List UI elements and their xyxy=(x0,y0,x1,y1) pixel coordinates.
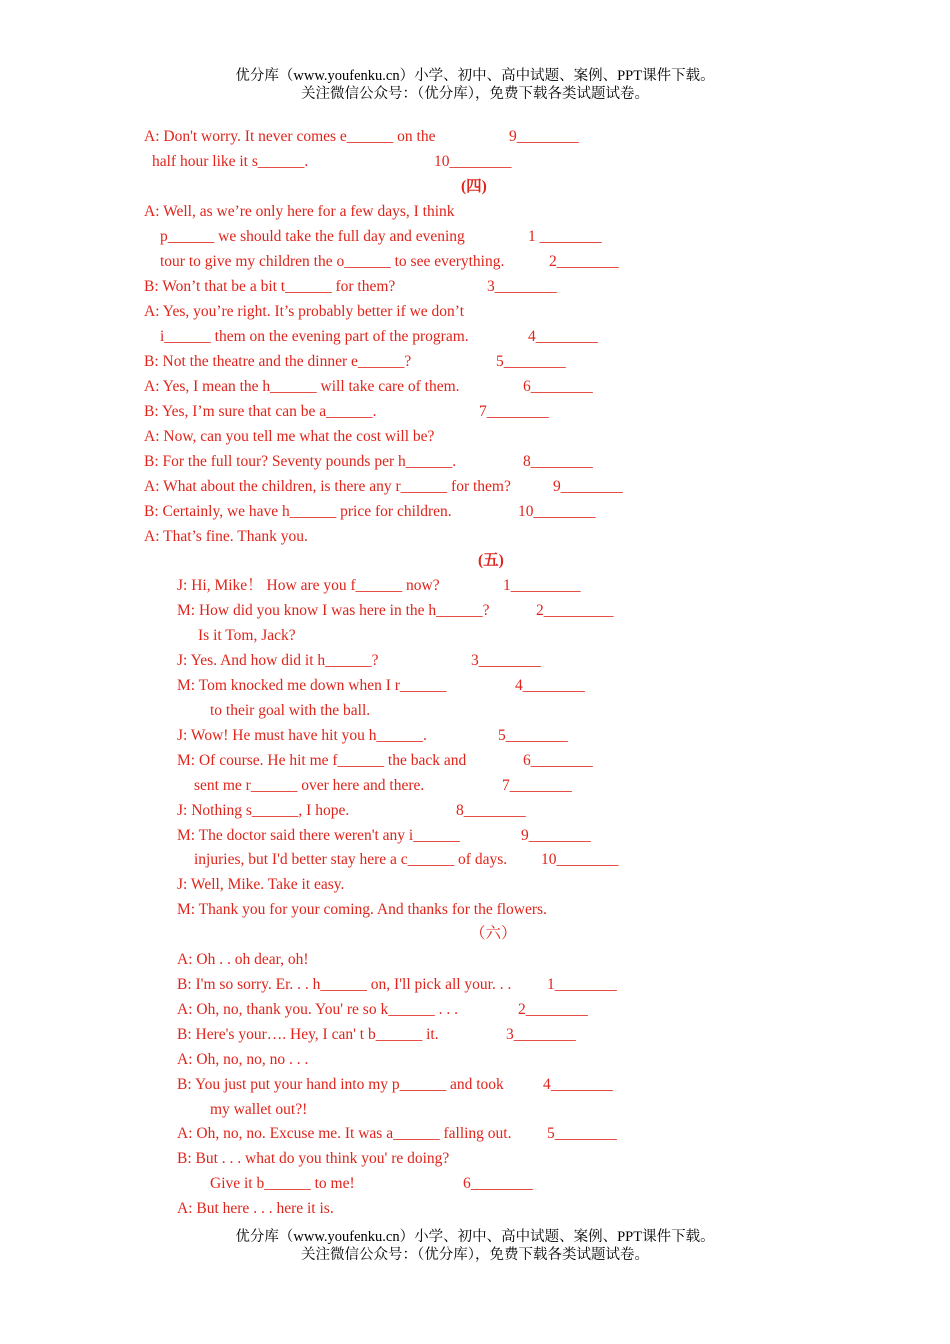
answer-blank: 4________ xyxy=(515,677,585,694)
dialogue-line: J: Well, Mike. Take it easy. xyxy=(177,876,345,893)
dialogue-line: sent me r______ over here and there. xyxy=(194,777,425,794)
dialogue-line: my wallet out?! xyxy=(210,1101,308,1118)
dialogue-line: B: Yes, I’m sure that can be a______. xyxy=(144,403,377,420)
dialogue-line: tour to give my children the o______ to see everything. xyxy=(160,253,505,270)
dialogue-line: A: Don't worry. It never comes e______ on the xyxy=(144,128,436,145)
answer-blank: 1 ________ xyxy=(528,228,602,245)
answer-blank: 10________ xyxy=(518,503,596,520)
dialogue-line: B: Here's your…. Hey, I can' t b______ it. xyxy=(177,1026,439,1043)
dialogue-line: B: Not the theatre and the dinner e______? xyxy=(144,353,412,370)
dialogue-line: J: Yes. And how did it h______? xyxy=(177,652,379,669)
answer-blank: 4________ xyxy=(528,328,598,345)
header-line-2: 关注微信公众号：（优分库），免费下载各类试题试卷。 xyxy=(301,86,649,102)
dialogue-line: B: Certainly, we have h______ price for children. xyxy=(144,503,452,520)
dialogue-line: A: Well, as we’re only here for a few days, I think xyxy=(144,203,455,220)
page-header xyxy=(0,67,950,103)
dialogue-line: A: What about the children, is there any r______ for them? xyxy=(144,478,511,495)
answer-blank: 2________ xyxy=(549,253,619,270)
footer-line-1: 优分库（www.youfenku.cn）小学、初中、高中试题、案例、PPT课件下载。 xyxy=(235,1229,715,1245)
dialogue-line: A: Now, can you tell me what the cost will be? xyxy=(144,428,435,445)
page-footer xyxy=(0,1228,950,1264)
dialogue-line: A: Oh . . oh dear, oh! xyxy=(177,951,309,968)
dialogue-line: p______ we should take the full day and evening xyxy=(160,228,465,245)
answer-blank: 1________ xyxy=(547,976,617,993)
answer-blank: 6________ xyxy=(523,752,593,769)
dialogue-line: injuries, but I'd better stay here a c______ of days. xyxy=(194,851,508,868)
dialogue-line: B: I'm so sorry. Er. . . h______ on, I'll pick all your. . . xyxy=(177,976,512,993)
dialogue-line: M: Tom knocked me down when I r______ xyxy=(177,677,447,694)
answer-blank: 9________ xyxy=(553,478,623,495)
dialogue-line: A: Yes, you’re right. It’s probably better if we don’t xyxy=(144,303,464,320)
section-heading-5: (五) xyxy=(478,552,504,569)
answer-blank: 5________ xyxy=(496,353,566,370)
dialogue-line: B: Won’t that be a bit t______ for them? xyxy=(144,278,396,295)
dialogue-line: Is it Tom, Jack? xyxy=(198,627,296,644)
answer-blank: 9________ xyxy=(509,128,579,145)
answer-blank: 5________ xyxy=(547,1125,617,1142)
answer-blank: 2________ xyxy=(518,1001,588,1018)
answer-blank: 6________ xyxy=(523,378,593,395)
dialogue-line: M: The doctor said there weren't any i______ xyxy=(177,827,460,844)
dialogue-line: J: Hi, Mike！ How are you f______ now? xyxy=(177,577,440,594)
dialogue-line: M: How did you know I was here in the h______? xyxy=(177,602,490,619)
dialogue-line: J: Nothing s______, I hope. xyxy=(177,802,350,819)
dialogue-line: A: Oh, no, thank you. You' re so k______ . . . xyxy=(177,1001,458,1018)
dialogue-line: M: Thank you for your coming. And thanks for the flowers. xyxy=(177,901,547,918)
header-line-1: 优分库（www.youfenku.cn）小学、初中、高中试题、案例、PPT课件下载。 xyxy=(235,68,715,84)
answer-blank: 3________ xyxy=(506,1026,576,1043)
answer-blank: 3________ xyxy=(487,278,557,295)
dialogue-line: B: For the full tour? Seventy pounds per h______. xyxy=(144,453,457,470)
answer-blank: 4________ xyxy=(543,1076,613,1093)
dialogue-line: A: But here . . . here it is. xyxy=(177,1200,334,1217)
answer-blank: 3________ xyxy=(471,652,541,669)
dialogue-line: J: Wow! He must have hit you h______. xyxy=(177,727,427,744)
footer-line-2: 关注微信公众号：（优分库），免费下载各类试题试卷。 xyxy=(301,1247,649,1263)
dialogue-line: to their goal with the ball. xyxy=(210,702,371,719)
answer-blank: 2_________ xyxy=(536,602,614,619)
dialogue-line: i______ them on the evening part of the program. xyxy=(160,328,469,345)
answer-blank: 8________ xyxy=(523,453,593,470)
answer-blank: 10________ xyxy=(434,153,512,170)
dialogue-line: B: But . . . what do you think you' re doing? xyxy=(177,1150,450,1167)
section-heading-4: (四) xyxy=(461,178,487,195)
dialogue-line: A: Oh, no, no, no . . . xyxy=(177,1051,309,1068)
dialogue-line: Give it b______ to me! xyxy=(210,1175,355,1192)
dialogue-line: B: You just put your hand into my p______ and took xyxy=(177,1076,504,1093)
answer-blank: 7________ xyxy=(502,777,572,794)
dialogue-line: M: Of course. He hit me f______ the back and xyxy=(177,752,467,769)
answer-blank: 1_________ xyxy=(503,577,581,594)
dialogue-line: A: That’s fine. Thank you. xyxy=(144,528,308,545)
dialogue-line: A: Oh, no, no. Excuse me. It was a______ falling out. xyxy=(177,1125,512,1142)
answer-blank: 9________ xyxy=(521,827,591,844)
answer-blank: 5________ xyxy=(498,727,568,744)
section-heading-6: （六） xyxy=(470,925,517,942)
answer-blank: 6________ xyxy=(463,1175,533,1192)
dialogue-line: A: Yes, I mean the h______ will take care of them. xyxy=(144,378,460,395)
answer-blank: 8________ xyxy=(456,802,526,819)
answer-blank: 10________ xyxy=(541,851,619,868)
answer-blank: 7________ xyxy=(479,403,549,420)
dialogue-line: half hour like it s______. xyxy=(152,153,309,170)
